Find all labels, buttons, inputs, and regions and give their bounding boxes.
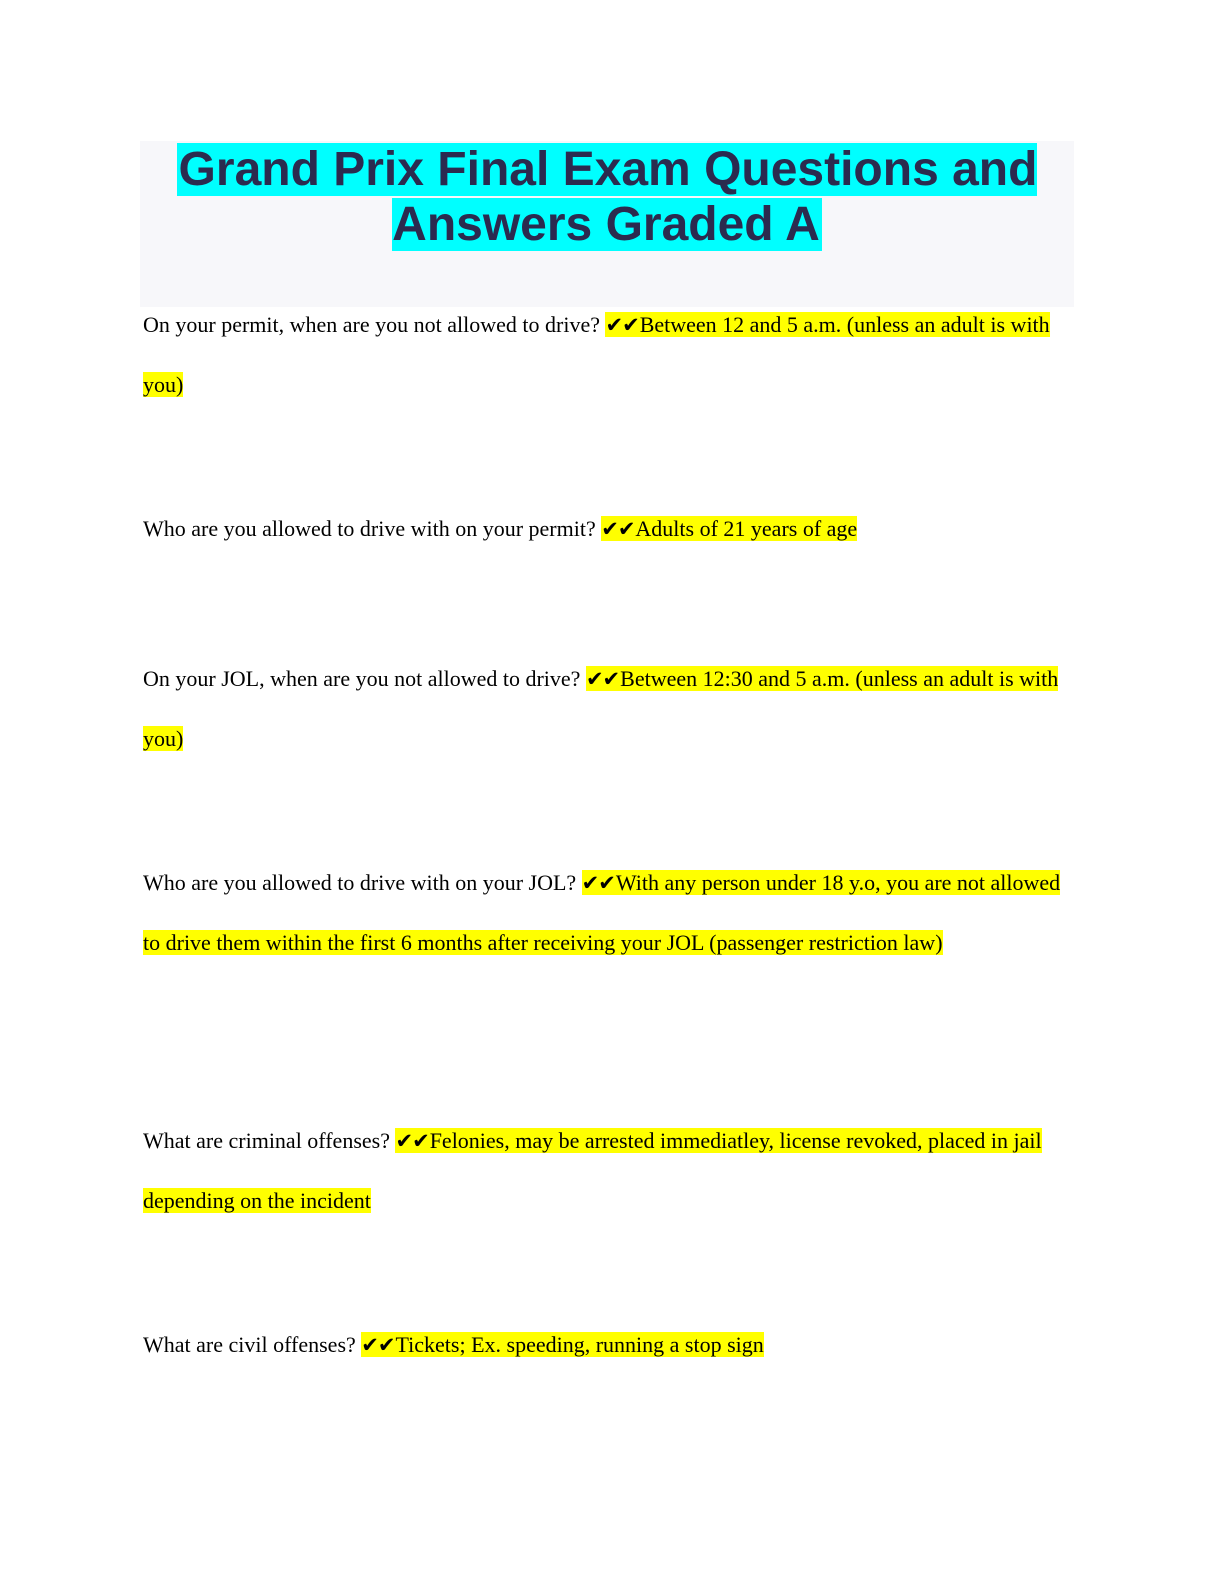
double-check-icon: ✔✔	[395, 1129, 429, 1153]
answer-text: Tickets; Ex. speeding, running a stop sign	[395, 1332, 764, 1357]
double-check-icon: ✔✔	[585, 667, 620, 691]
document-title	[140, 141, 1074, 252]
question-text: On your JOL, when are you not allowed to drive?	[143, 666, 581, 691]
document-title-text: Grand Prix Final Exam Questions and Answers Graded A	[178, 143, 1038, 251]
question-text: What are civil offenses?	[143, 1332, 356, 1357]
qa-item	[143, 499, 1073, 559]
question-text: Who are you allowed to drive with on your permit?	[143, 516, 596, 541]
title-block	[140, 141, 1074, 307]
answer-text: Between 12 and 5 a.m. (unless an adult is with you)	[143, 312, 1050, 397]
question-text: On your permit, when are you not allowed to drive?	[143, 312, 600, 337]
double-check-icon: ✔✔	[581, 871, 615, 895]
double-check-icon: ✔✔	[605, 313, 639, 337]
answer-text: Adults of 21 years of age	[635, 516, 858, 541]
qa-item	[143, 853, 1073, 972]
double-check-icon: ✔✔	[361, 1333, 395, 1357]
answer-text: Between 12:30 and 5 a.m. (unless an adult is with you)	[143, 666, 1059, 751]
answer-text: Felonies, may be arrested immediatley, license revoked, placed in jail depending on the incident	[143, 1128, 1042, 1213]
double-check-icon: ✔✔	[601, 517, 635, 541]
answer-highlight	[601, 516, 857, 541]
answer-highlight	[361, 1332, 764, 1357]
qa-item	[143, 295, 1073, 414]
question-text: What are criminal offenses?	[143, 1128, 390, 1153]
qa-item	[143, 1111, 1073, 1230]
qa-item	[143, 649, 1073, 768]
answer-text: With any person under 18 y.o, you are not allowed to drive them within the first 6 months after receiving your JOL (passenger restriction law)	[143, 870, 1061, 955]
question-text: Who are you allowed to drive with on your JOL?	[143, 870, 577, 895]
qa-item	[143, 1315, 1073, 1375]
